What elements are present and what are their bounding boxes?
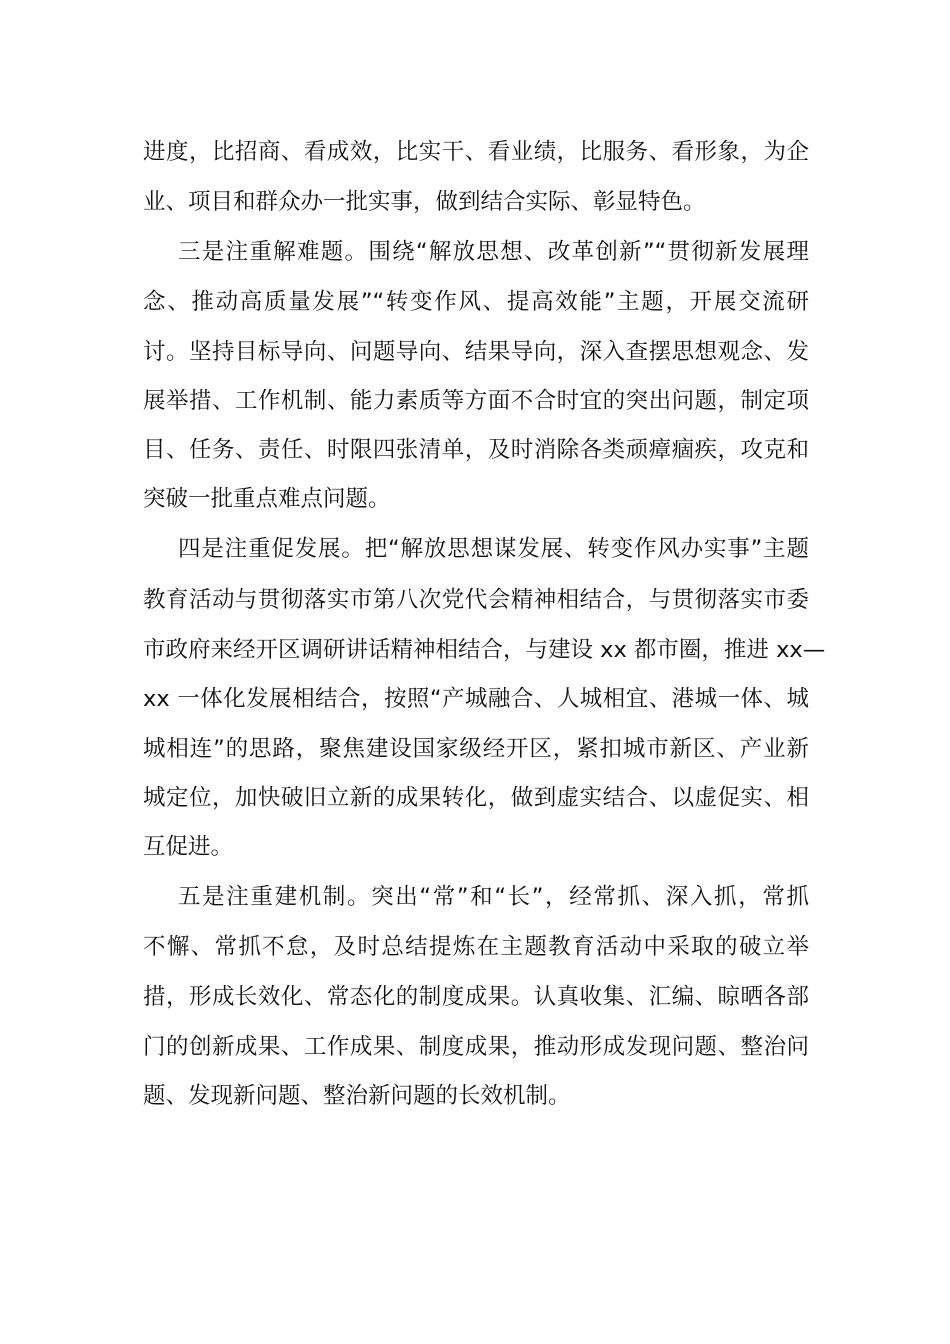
paragraph-line: 进度，比招商、看成效，比实干、看业绩，比服务、看形象，为企 bbox=[143, 139, 809, 165]
paragraph-line: 城定位，加快破旧立新的成果转化，做到虚实结合、以虚促实、相 bbox=[143, 785, 809, 811]
paragraph-line: 教育活动与贯彻落实市第八次党代会精神相结合，与贯彻落实市委 bbox=[143, 587, 809, 613]
paragraph-line: 题、发现新问题、整治新问题的长效机制。 bbox=[143, 1083, 571, 1109]
paragraph-line: 突破一批重点难点问题。 bbox=[143, 486, 391, 512]
paragraph-line: xx 一体化发展相结合，按照“产城融合、人城相宜、港城一体、城 bbox=[143, 686, 809, 712]
paragraph-line: 市政府来经开区调研讲话精神相结合，与建设 xx 都市圈，推进 xx— bbox=[143, 637, 826, 663]
paragraph-line: 业、项目和群众办一批实事，做到结合实际、彰显特色。 bbox=[143, 189, 706, 215]
paragraph-line: 讨。坚持目标导向、问题导向、结果导向，深入查摆思想观念、发 bbox=[143, 339, 809, 365]
paragraph-line: 四是注重促发展。把“解放思想谋发展、转变作风办实事”主题 bbox=[178, 536, 809, 562]
paragraph-line: 目、任务、责任、时限四张清单，及时消除各类顽瘴痼疾，攻克和 bbox=[143, 437, 809, 463]
paragraph-line: 五是注重建机制。突出“常”和“长”，经常抓、深入抓，常抓 bbox=[178, 884, 809, 910]
paragraph-line: 互促进。 bbox=[143, 834, 234, 860]
paragraph-line: 城相连”的思路，聚焦建设国家级经开区，紧扣城市新区、产业新 bbox=[143, 736, 809, 762]
paragraph-line: 念、推动高质量发展”“转变作风、提高效能”主题，开展交流研 bbox=[143, 289, 809, 315]
paragraph-line: 三是注重解难题。围绕“解放思想、改革创新”“贯彻新发展理 bbox=[178, 239, 809, 265]
paragraph-line: 展举措、工作机制、能力素质等方面不合时宜的突出问题，制定项 bbox=[143, 388, 809, 414]
paragraph-line: 不懈、常抓不怠，及时总结提炼在主题教育活动中采取的破立举 bbox=[143, 934, 809, 960]
paragraph-line: 措，形成长效化、常态化的制度成果。认真收集、汇编、晾晒各部 bbox=[143, 984, 809, 1010]
paragraph-line: 门的创新成果、工作成果、制度成果，推动形成发现问题、整治问 bbox=[143, 1034, 809, 1060]
